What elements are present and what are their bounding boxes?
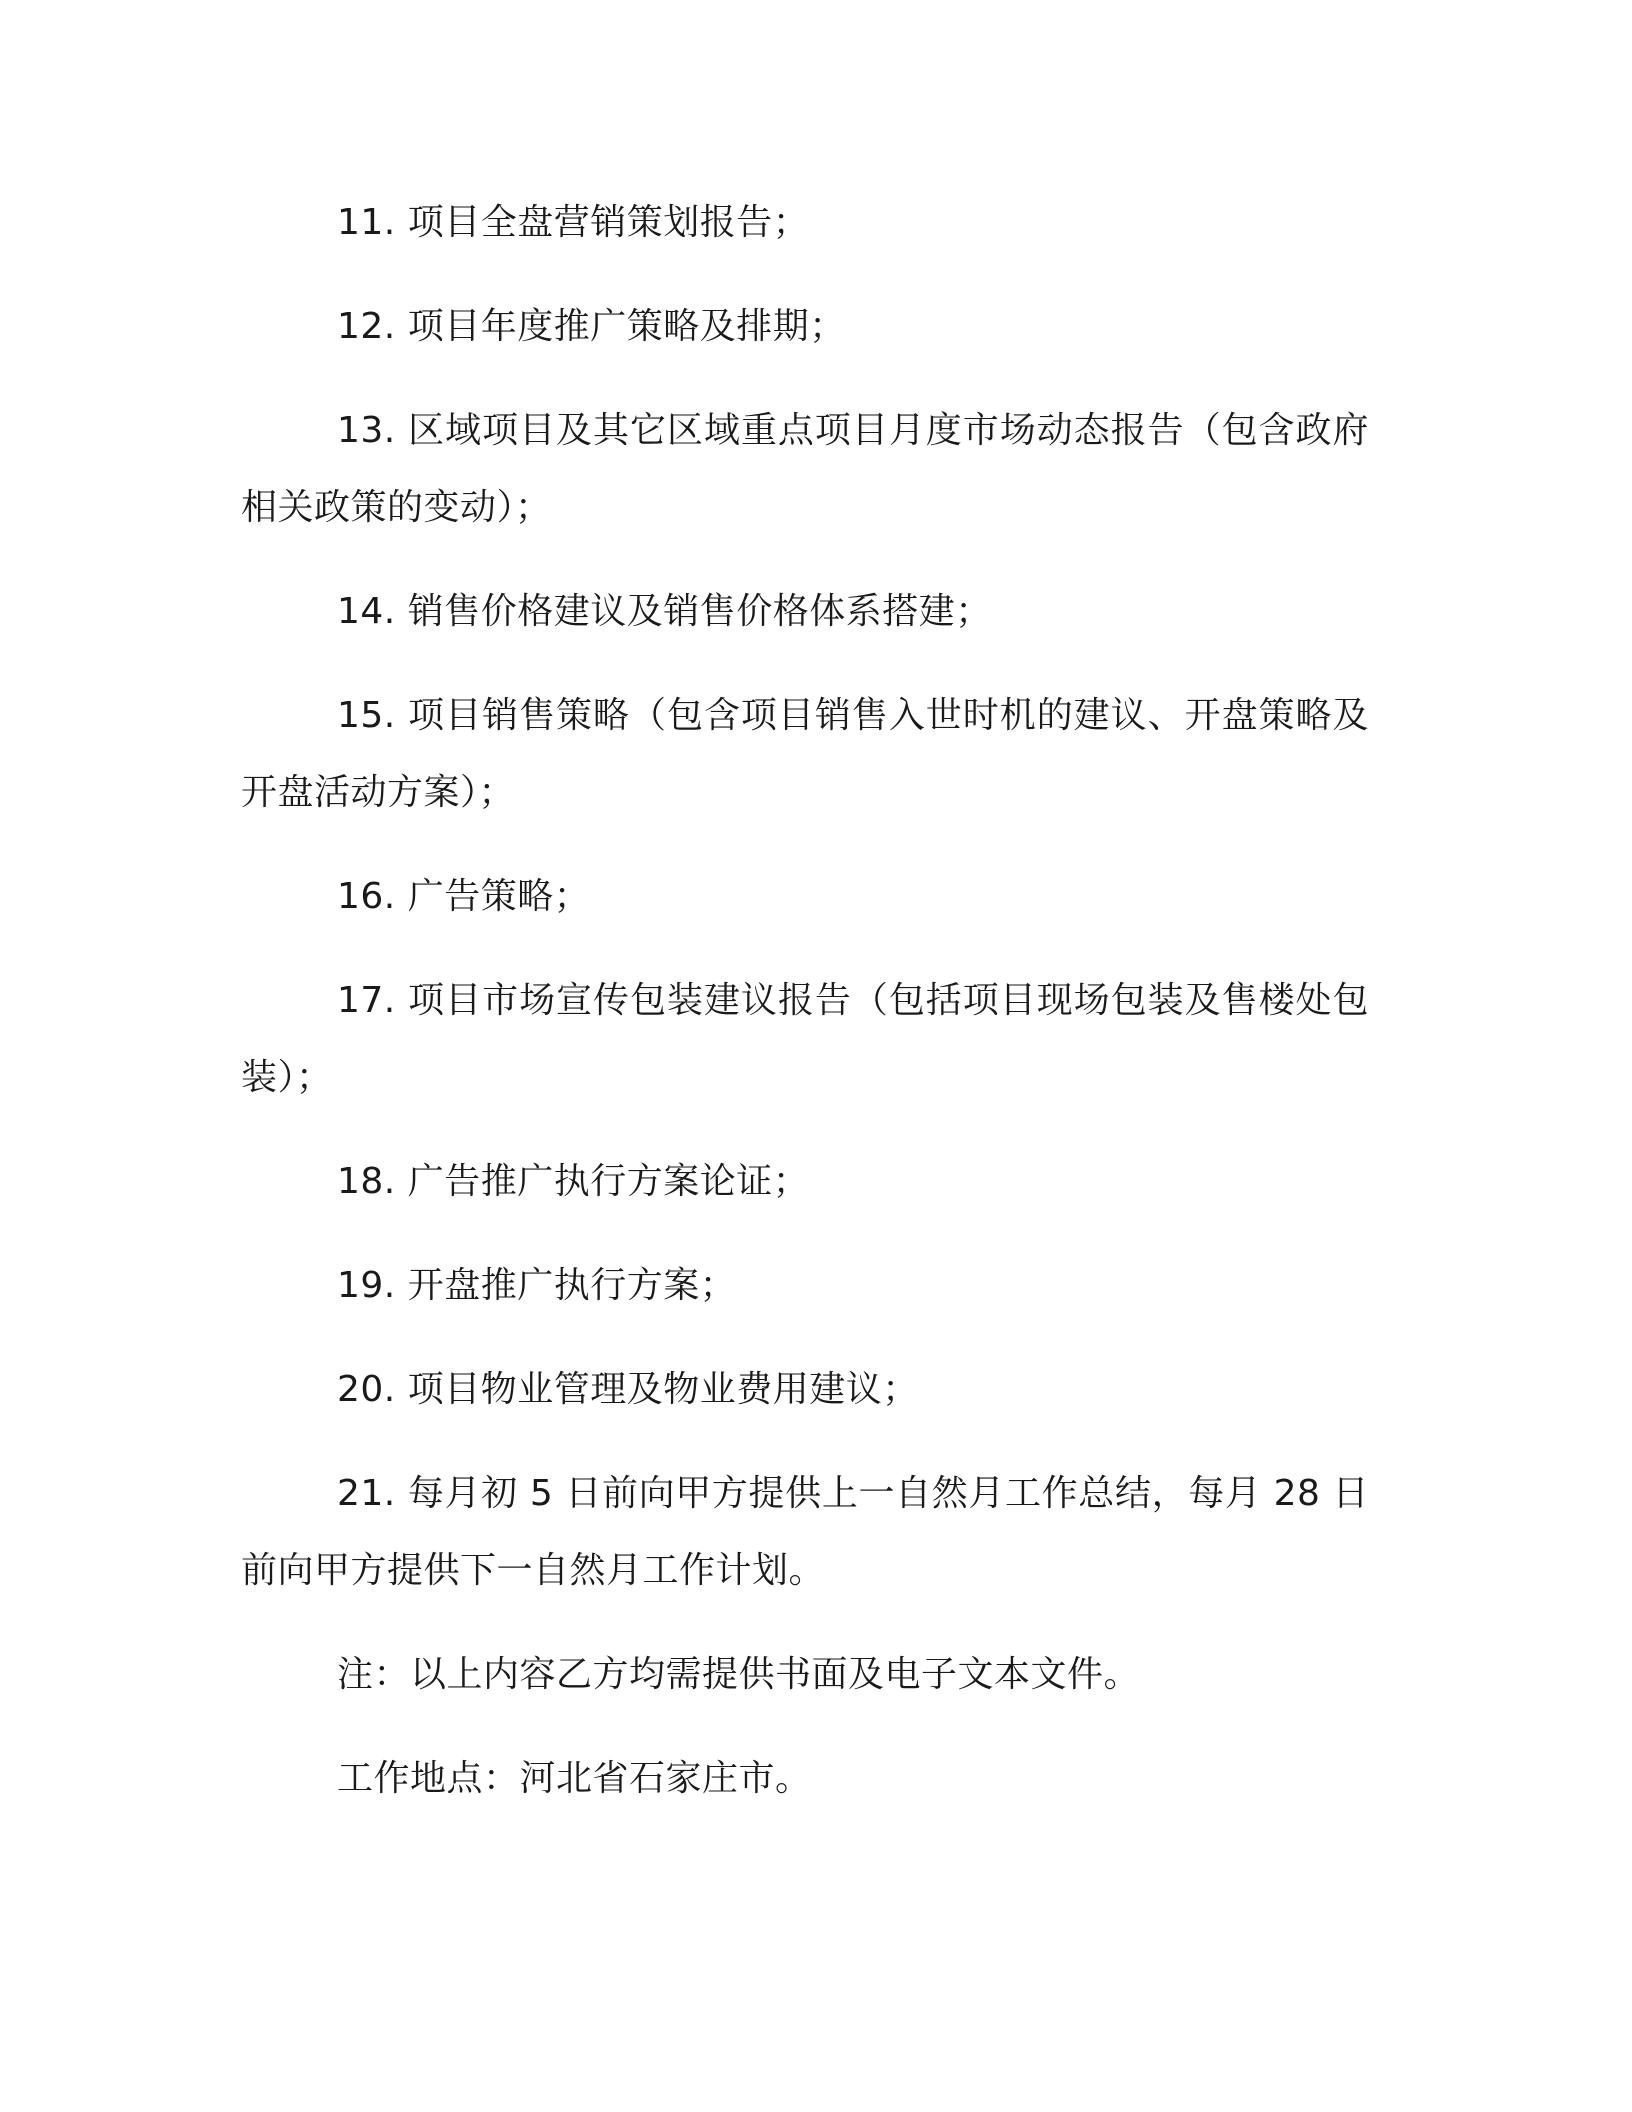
list-item-11: 11. 项目全盘营销策划报告； xyxy=(337,202,810,243)
list-item-14: 14. 销售价格建议及销售价格体系搭建； xyxy=(337,591,992,632)
list-item-13: 13. 区域项目及其它区域重点项目月度市场动态报告（包含政府相关政策的变动）； xyxy=(241,410,1369,528)
list-item-21: 21. 每月初 5 日前向甲方提供上一自然月工作总结，每月 28 日前向甲方提供下一自然月工作计划。 xyxy=(241,1473,1369,1591)
list-item-12: 12. 项目年度推广策略及排期； xyxy=(337,306,846,347)
list-item-19: 19. 开盘推广执行方案； xyxy=(337,1265,737,1306)
list-item-17: 17. 项目市场宣传包装建议报告（包括项目现场包装及售楼处包装）； xyxy=(241,980,1369,1098)
document-body xyxy=(241,184,1369,1844)
list-item-16: 16. 广告策略； xyxy=(337,876,591,917)
work-location-paragraph: 工作地点：河北省石家庄市。 xyxy=(337,1758,812,1799)
list-item-18: 18. 广告推广执行方案论证； xyxy=(337,1161,810,1202)
note-paragraph: 注：以上内容乙方均需提供书面及电子文本文件。 xyxy=(337,1654,1141,1695)
list-item-20: 20. 项目物业管理及物业费用建议； xyxy=(337,1369,919,1410)
list-item-15: 15. 项目销售策略（包含项目销售入世时机的建议、开盘策略及开盘活动方案）； xyxy=(241,695,1369,813)
